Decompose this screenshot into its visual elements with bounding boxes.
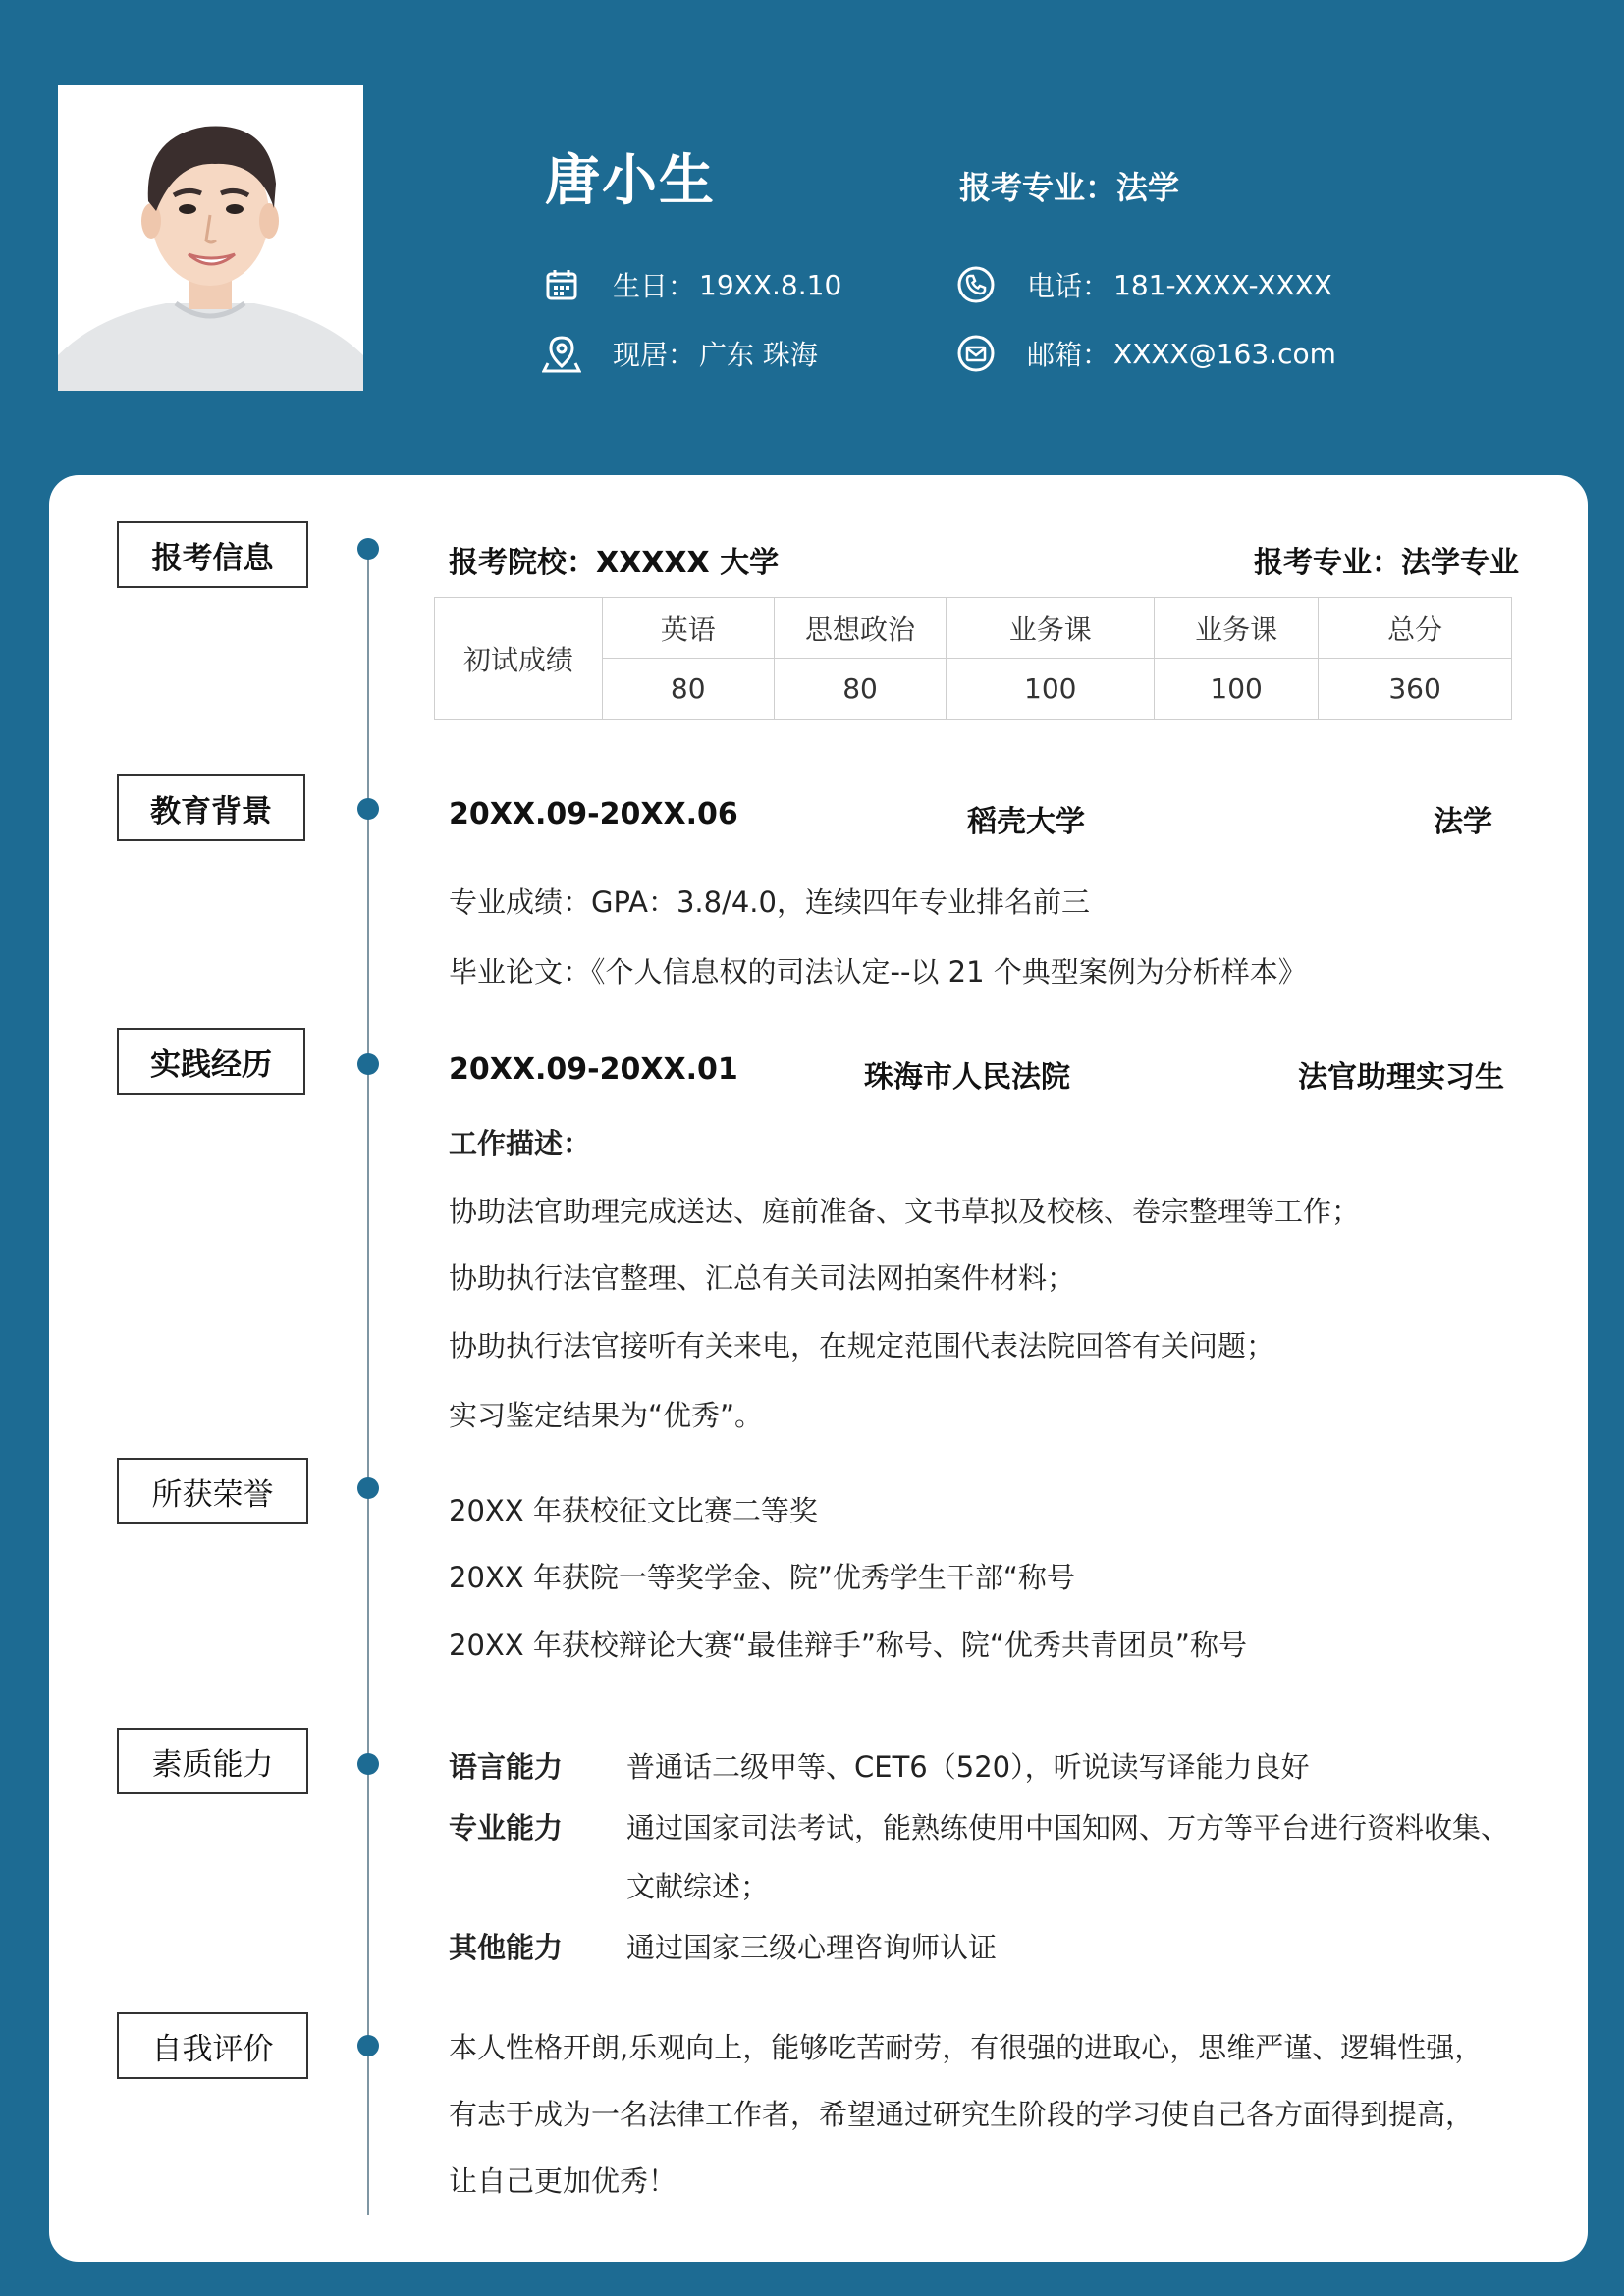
skill-text: 文献综述； — [626, 1870, 770, 1903]
subject-header: 英语 — [602, 598, 774, 659]
practice-role: 法官助理实习生 — [1298, 1060, 1504, 1095]
calendar-icon — [540, 263, 583, 306]
residence-value: 广东 珠海 — [699, 339, 818, 371]
self-eval-line: 本人性格开朗,乐观向上，能够吃苦耐劳，有很强的进取心，思维严谨、逻辑性强， — [449, 2031, 1484, 2064]
birthday-info: 生日： 19XX.8.10 — [540, 263, 841, 306]
subject-header: 业务课 — [1155, 598, 1319, 659]
section-label-practice: 实践经历 — [117, 1028, 305, 1095]
self-eval-line: 让自己更加优秀！ — [449, 2164, 677, 2198]
section-label-honors: 所获荣誉 — [117, 1458, 308, 1524]
skill-text: 通过国家三级心理咨询师认证 — [626, 1931, 998, 1964]
email-info: 邮箱： XXXX@163.com — [954, 332, 1336, 375]
score-cell: 100 — [1155, 659, 1319, 720]
section-label-application: 报考信息 — [117, 521, 308, 588]
subject-header: 总分 — [1319, 598, 1512, 659]
profile-photo — [58, 85, 363, 391]
work-desc-title: 工作描述： — [449, 1127, 592, 1160]
work-desc-line: 协助执行法官整理、汇总有关司法网拍案件材料； — [449, 1261, 1076, 1295]
residence-info: 现居： 广东 珠海 — [540, 332, 818, 375]
score-table — [434, 597, 1512, 720]
honor-item: 20XX 年获校辩论大赛“最佳辩手”称号、院“优秀共青团员”称号 — [449, 1629, 1247, 1662]
skill-label: 语言能力 — [449, 1750, 564, 1784]
honor-item: 20XX 年获院一等奖学金、院”优秀学生干部“称号 — [449, 1561, 1075, 1594]
subject-header: 业务课 — [947, 598, 1155, 659]
skill-text: 通过国家司法考试，能熟练使用中国知网、万方等平台进行资料收集、 — [626, 1811, 1510, 1844]
section-label-self-eval: 自我评价 — [117, 2012, 308, 2079]
candidate-name: 唐小生 — [545, 149, 716, 213]
timeline-dot — [357, 538, 379, 560]
section-label-skills: 素质能力 — [117, 1728, 308, 1794]
resume-card — [49, 475, 1588, 2262]
phone-icon — [954, 263, 998, 306]
mail-icon — [954, 332, 998, 375]
skill-label: 专业能力 — [449, 1811, 564, 1844]
score-cell: 100 — [947, 659, 1155, 720]
skill-label: 其他能力 — [449, 1931, 564, 1964]
score-row-label: 初试成绩 — [435, 598, 603, 720]
timeline-dot — [357, 1477, 379, 1499]
education-period: 20XX.09-20XX.06 — [449, 797, 738, 831]
phone-value: 181-XXXX-XXXX — [1113, 268, 1332, 301]
work-desc-line: 协助执行法官接听有关来电，在规定范围代表法院回答有关问题； — [449, 1329, 1275, 1362]
education-major: 法学 — [1434, 805, 1492, 839]
score-cell: 80 — [602, 659, 774, 720]
self-eval-line: 有志于成为一名法律工作者，希望通过研究生阶段的学习使自己各方面得到提高， — [449, 2098, 1475, 2131]
applied-school: 报考院校：XXXXX 大学 — [449, 546, 780, 580]
practice-org: 珠海市人民法院 — [864, 1060, 1070, 1095]
education-school: 稻壳大学 — [967, 805, 1085, 839]
timeline-dot — [357, 798, 379, 820]
applied-major-detail: 报考专业：法学专业 — [1254, 546, 1519, 580]
education-line: 毕业论文：《个人信息权的司法认定--以 21 个典型案例为分析样本》 — [449, 955, 1307, 988]
subject-header: 思想政治 — [774, 598, 947, 659]
birthday-value: 19XX.8.10 — [699, 268, 842, 301]
phone-info: 电话： 181-XXXX-XXXX — [954, 263, 1332, 306]
section-label-education: 教育背景 — [117, 774, 305, 841]
email-value: XXXX@163.com — [1113, 337, 1336, 370]
work-desc-line: 协助法官助理完成送达、庭前准备、文书草拟及校核、卷宗整理等工作； — [449, 1195, 1361, 1228]
score-cell: 80 — [774, 659, 947, 720]
avatar — [58, 85, 363, 391]
skill-text: 普通话二级甲等、CET6（520），听说读写译能力良好 — [626, 1750, 1310, 1784]
score-cell: 360 — [1319, 659, 1512, 720]
timeline-dot — [357, 1753, 379, 1775]
work-desc-line: 实习鉴定结果为“优秀”。 — [449, 1399, 764, 1432]
timeline-dot — [357, 2035, 379, 2056]
honor-item: 20XX 年获校征文比赛二等奖 — [449, 1494, 818, 1527]
practice-period: 20XX.09-20XX.01 — [449, 1052, 738, 1087]
timeline-dot — [357, 1053, 379, 1075]
education-line: 专业成绩：GPA：3.8/4.0，连续四年专业排名前三 — [449, 885, 1090, 919]
applied-major: 报考专业：法学 — [959, 169, 1180, 206]
location-icon — [540, 332, 583, 375]
